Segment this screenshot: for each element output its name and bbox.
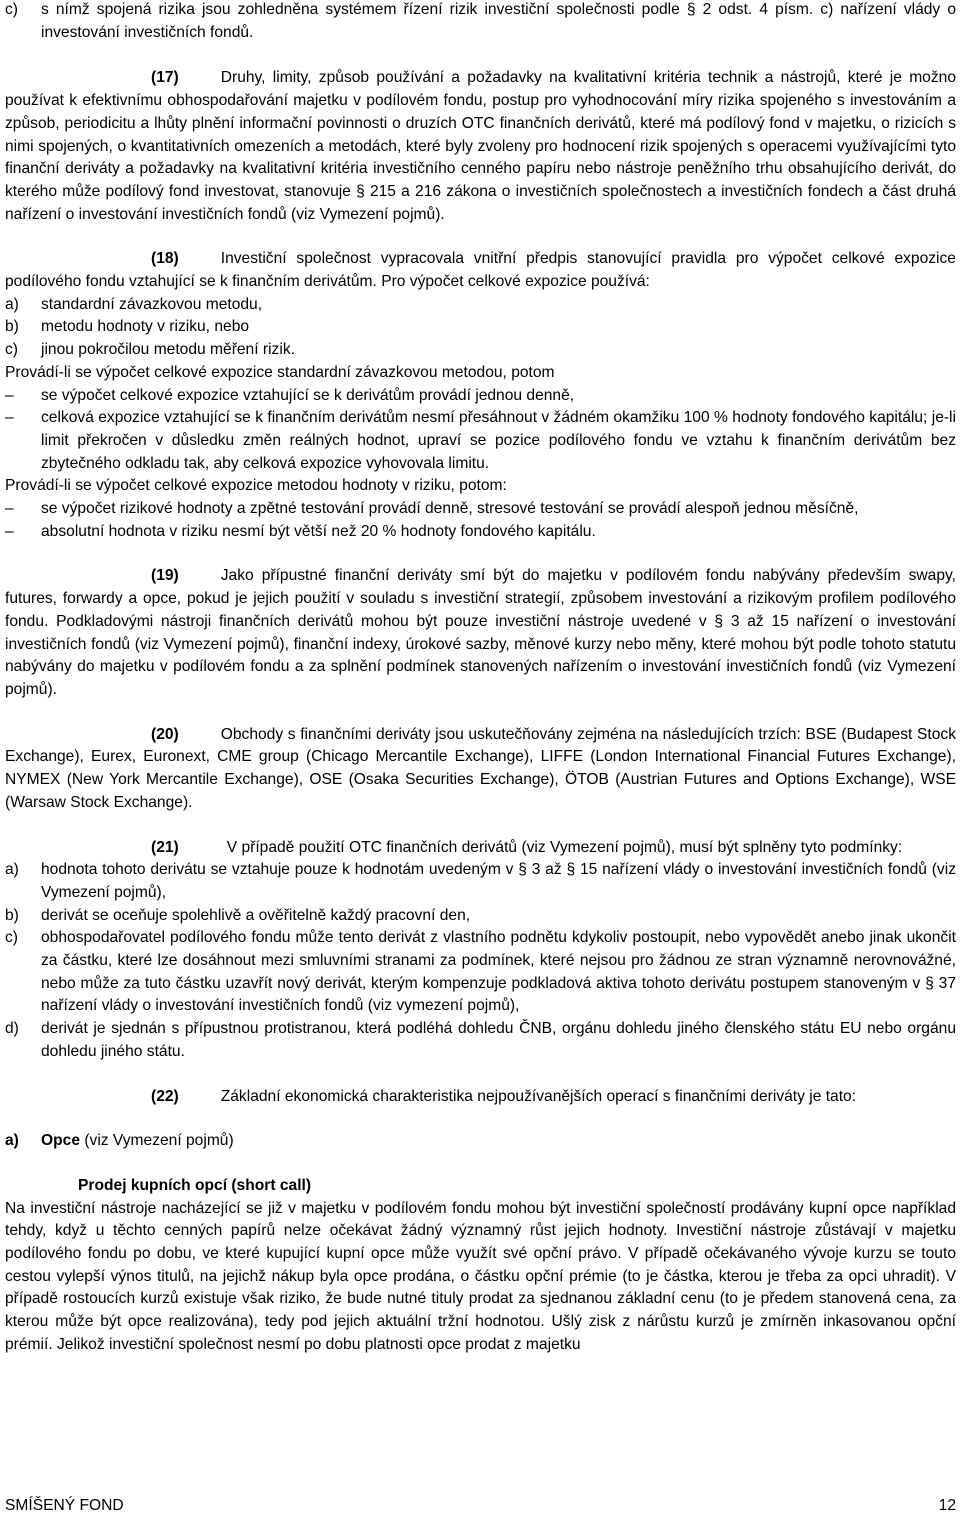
paragraph-number: (18) xyxy=(151,250,179,268)
dash-bullet: – xyxy=(5,522,14,540)
dash-item xyxy=(5,407,956,475)
short-call-text: Na investiční nástroje nacházející se již v majetku v podílovém fondu mohou být investiční společností prodávány kupní opce například tehdy, když u těchto cenných papírů nelze očekávat žádný významný růst jejich hodnoty. Investiční nástroje zůstávají v majetku podílového fondu po dobu, ve které kupující kupní opce může využít své opční právo. V případě očekávaného vývoje kurzu se touto cestou vylepší výnos titulů, na jejichž nákup byla opce prodána, o částku opční prémie (to je částka, kterou je třeba za opci uhradit). V případě rostoucích kurzů existuje však riziko, že bude nutné tituly prodat za sjednanou základní cenu (to je předem stanovená cena, za kterou může být opce realizována), tedy pod jejich aktuální tržní hodnotou. Ušlý zisk z nárůstu kurzů je zmírněn inkasovanou opční prémií. Jelikož investiční společnost nesmí po dobu platnosti opce prodat z majetku xyxy=(5,1199,956,1353)
list-item xyxy=(5,905,956,928)
list-label: d) xyxy=(5,1020,19,1038)
paragraph-22 xyxy=(5,1086,956,1109)
options-heading xyxy=(5,1130,956,1153)
list-item xyxy=(5,294,956,317)
list-item xyxy=(5,859,956,904)
paragraph-number: (20) xyxy=(151,725,179,743)
dash-text: se výpočet rizikové hodnoty a zpětné testování provádí denně, stresové testování se provádí alespoň jednou měsíčně, xyxy=(41,500,859,518)
paragraph-18 xyxy=(5,248,956,293)
list-item-c-top xyxy=(5,0,956,44)
paragraph-19 xyxy=(5,565,956,701)
dash-text: se výpočet celkové expozice vztahující se k derivátům provádí jednou denně, xyxy=(41,386,575,404)
section-title: Opce xyxy=(41,1132,80,1150)
footer-fund-name: SMÍŠENÝ FOND xyxy=(5,1497,124,1514)
paragraph-number: (19) xyxy=(151,567,179,585)
dash-bullet: – xyxy=(5,500,14,518)
paragraph-text: V případě použití OTC finančních derivátů (viz Vymezení pojmů), musí být splněny tyto podmínky: xyxy=(226,838,903,856)
paragraph-text: Obchody s finančními deriváty jsou uskutečňovány zejména na následujících trzích: BSE (Budapest Stock Exchange), Eurex, Euronext, CME group (Chicago Mercantile Exchange), LIFFE (London International Financial Futures Exchange), NYMEX (New York Mercantile Exchange), OSE (Osaka Securities Exchange), ÖTOB (Austrian Futures and Options Exchange), WSE (Warsaw Stock Exchange). xyxy=(5,725,956,811)
dash-text: celková expozice vztahující se k finančním derivátům nesmí přesáhnout v žádném okamžiku 100 % hodnoty fondového kapitálu; je-li limit překročen v důsledku změn reálných hodnot, upraví se pozice podílového fondu ve vztahu k finančním derivátům bez zbytečného odkladu tak, aby celková expozice vyhovovala limitu. xyxy=(41,409,956,472)
paragraph-text: Druhy, limity, způsob používání a požadavky na kvalitativní kritéria technik a nástrojů, které je možno používat k efektivnímu obhospodařování majetku v podílovém fondu, postup pro vyhodnocování míry rizika spojeného s investováním a způsob, periodicitu a lhůty plnění informační povinnosti o druzích OTC finančních derivátů, které má podílový fond v majetku, o rizicích s nimi spojených, o kvantitativních omezeních a metodách, které byly zvoleny pro hodnocení rizik spojených s operacemi využívajícími tyto finanční deriváty a požadavky na kvalitativní kritéria investičního cenného papíru nebo nástroje peněžního trhu obsahujícího derivát, do kterého může podílový fond investovat, stanovuje § 215 a 216 zákona o investičních společnostech a investičních fondech a část druhá nařízení o investování investičních fondů (viz Vymezení pojmů). xyxy=(5,69,956,223)
list-text: obhospodařovatel podílového fondu může tento derivát z vlastního podnětu kdykoliv postoupit, nebo vypovědět anebo jinak ukončit za částku, které lze dosáhnout mezi smluvními stranami za podmínek, které nejsou pro žádnou ze stran významně nerovnovážné, nebo může za tuto částku uzavřít nový derivát, kterým kompenzuje podkladová aktiva tohoto derivátu postupem stanoveným v § 37 nařízení vlády o investování investičních fondů (viz vymezení pojmů), xyxy=(41,929,956,1015)
list-item xyxy=(5,316,956,339)
list-text: derivát je sjednán s přípustnou protistranou, která podléhá dohledu ČNB, orgánu dohledu jiného členského státu EU nebo orgánu dohledu jiného státu. xyxy=(41,1020,956,1060)
dash-item xyxy=(5,521,956,544)
list-text: derivát se oceňuje spolehlivě a ověřitelně každý pracovní den, xyxy=(41,906,471,924)
paragraph-text: Jako přípustné finanční deriváty smí být do majetku v podílovém fondu nabývány především swapy, futures, forwardy a opce, pokud je jejich použití v souladu s investiční strategií, způsobem investování a rizikovým profilem podílového fondu. Podkladovými nástroji finančních derivátů mohou být pouze investiční nástroje uvedené v § 3 až 15 nařízení o investování investičních fondů (viz Vymezení pojmů), finanční indexy, úrokové sazby, měnové kurzy nebo měny, které mohou být podle tohoto statutu nabývány do majetku v podílovém fondu a za splnění podmínek stanovených nařízením o investování investičních fondů (viz Vymezení pojmů). xyxy=(5,567,956,698)
list-label: b) xyxy=(5,906,19,924)
section-reference: (viz Vymezení pojmů) xyxy=(80,1132,234,1150)
list-text: jinou pokročilou metodu měření rizik. xyxy=(41,341,295,359)
subheading-short-call: Prodej kupních opcí (short call) xyxy=(78,1176,312,1194)
paragraph-number: (21) xyxy=(151,838,179,856)
section-label: a) xyxy=(5,1132,19,1150)
paragraph-text: Základní ekonomická charakteristika nejpoužívanějších operací s finančními deriváty je tato: xyxy=(220,1087,857,1105)
dash-item xyxy=(5,498,956,521)
list-item xyxy=(5,927,956,1018)
list-label: a) xyxy=(5,295,19,313)
paragraph-number: (17) xyxy=(151,69,179,87)
dash-text: absolutní hodnota v riziku nesmí být větší než 20 % hodnoty fondového kapitálu. xyxy=(41,522,596,540)
list-label: c) xyxy=(5,929,18,947)
var-method-intro: Provádí-li se výpočet celkové expozice metodou hodnoty v riziku, potom: xyxy=(5,477,507,495)
paragraph-17 xyxy=(5,67,956,226)
list-text: s nímž spojená rizika jsou zohledněna systémem řízení rizik investiční společnosti podle § 2 odst. 4 písm. c) nařízení vlády o investování investičních fondů. xyxy=(41,1,956,41)
paragraph-number: (22) xyxy=(151,1087,179,1105)
page-number: 12 xyxy=(938,1497,956,1514)
document-page xyxy=(5,0,956,1357)
list-label: b) xyxy=(5,318,19,336)
list-label: c) xyxy=(5,341,18,359)
paragraph-20 xyxy=(5,724,956,815)
dash-bullet: – xyxy=(5,386,14,404)
standard-method-intro: Provádí-li se výpočet celkové expozice standardní závazkovou metodou, potom xyxy=(5,363,555,381)
list-label: a) xyxy=(5,861,19,879)
list-text: metodu hodnoty v riziku, nebo xyxy=(41,318,250,336)
paragraph-21 xyxy=(5,837,956,860)
dash-bullet: – xyxy=(5,409,14,427)
list-text: standardní závazkovou metodu, xyxy=(41,295,263,313)
page-footer xyxy=(5,1495,956,1518)
list-text: hodnota tohoto derivátu se vztahuje pouze k hodnotám uvedeným v § 3 až § 15 nařízení vlády o investování investičních fondů (viz Vymezení pojmů), xyxy=(41,861,956,901)
list-label: c) xyxy=(5,1,18,18)
list-item xyxy=(5,1018,956,1063)
paragraph-text: Investiční společnost vypracovala vnitřní předpis stanovující pravidla pro výpočet celkové expozice podílového fondu vztahující se k finančním derivátům. Pro výpočet celkové expozice používá: xyxy=(5,250,956,291)
list-item xyxy=(5,339,956,362)
dash-item xyxy=(5,385,956,408)
